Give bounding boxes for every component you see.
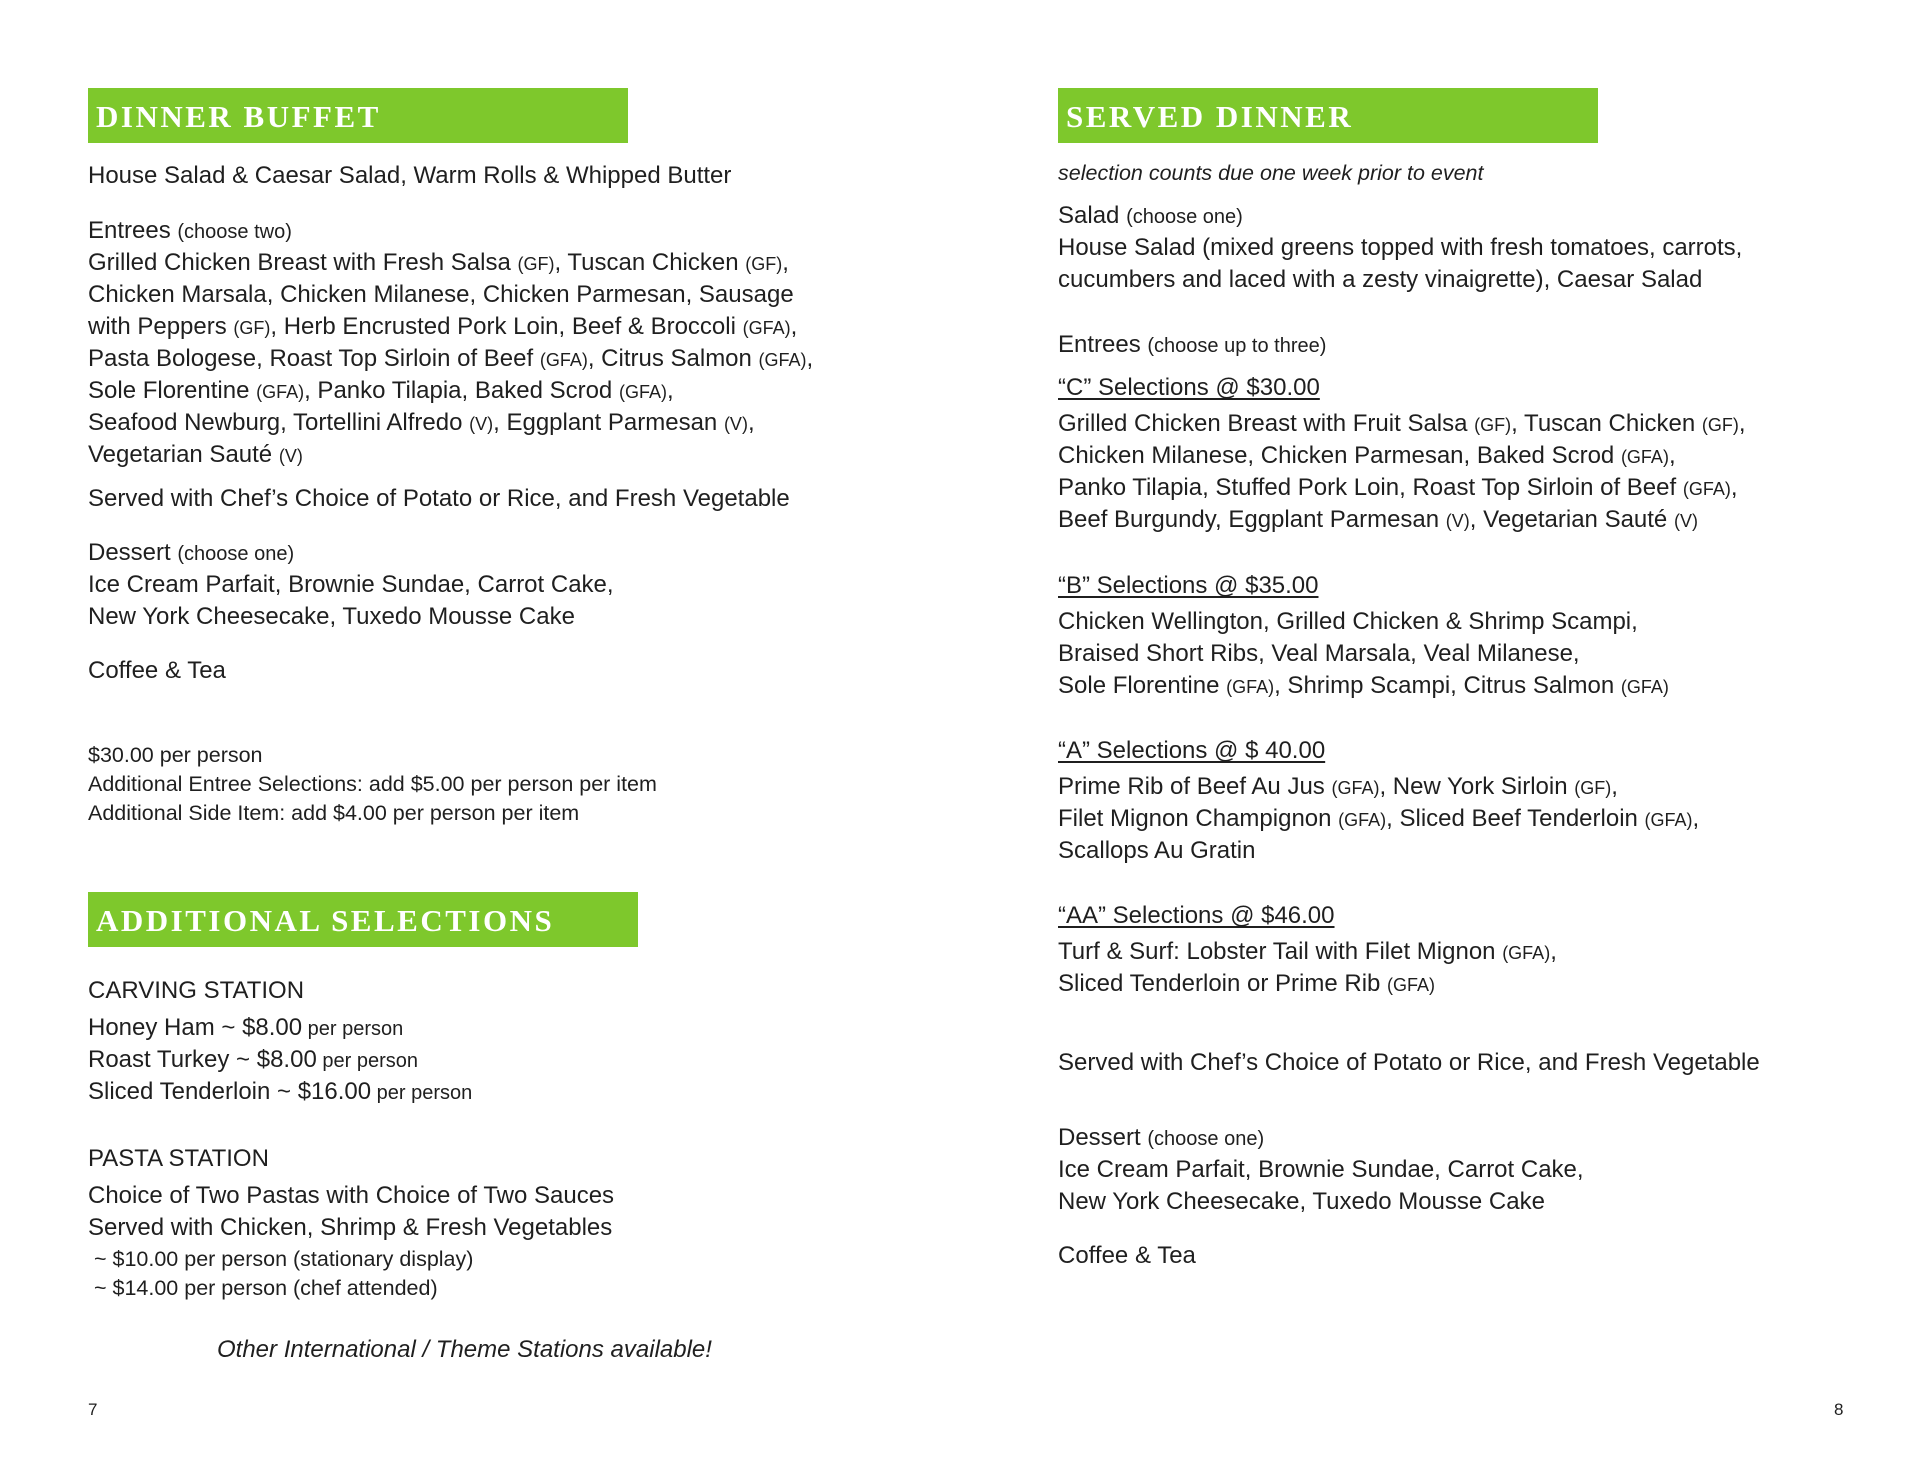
- menu-text: ,: [1730, 474, 1738, 501]
- dietary-tag: (GFA): [1644, 810, 1693, 830]
- carving-item-unit: per person: [371, 1082, 473, 1104]
- menu-text: ,: [666, 377, 674, 404]
- carving-item: [88, 1012, 403, 1045]
- pasta-price-attended: ~ $14.00 per person (chef attended): [88, 1276, 438, 1300]
- served-coffee: Coffee & Tea: [1058, 1242, 1196, 1269]
- menu-text: ,: [1692, 805, 1700, 832]
- dietary-tag: (GF): [233, 318, 271, 338]
- salad-line-1: House Salad (mixed greens topped with fresh tomatoes, carrots,: [1058, 234, 1743, 261]
- menu-line: [1058, 408, 1746, 441]
- menu-text: ,: [1550, 938, 1557, 965]
- menu-text: ,: [1611, 773, 1618, 800]
- page-number-right: 8: [1834, 1400, 1844, 1419]
- carving-item-unit: per person: [302, 1018, 404, 1040]
- dietary-tag: (GFA): [1682, 479, 1731, 499]
- additional-selections-banner: ADDITIONAL SELECTIONS: [88, 892, 638, 947]
- menu-text: Pasta Bologese, Roast Top Sirloin of Beef: [88, 345, 540, 372]
- pasta-line-1: Choice of Two Pastas with Choice of Two Sauces: [88, 1182, 615, 1209]
- menu-text: Grilled Chicken Breast with Fruit Salsa: [1058, 410, 1475, 437]
- menu-line: [1058, 968, 1435, 1001]
- menu-text: ,: [806, 345, 814, 372]
- dietary-tag: (GFA): [539, 350, 588, 370]
- menu-text: , Eggplant Parmesan: [493, 409, 724, 436]
- buffet-price: $30.00 per person: [88, 743, 263, 767]
- menu-line: [88, 407, 755, 440]
- pasta-station-title: PASTA STATION: [88, 1145, 269, 1172]
- menu-line: [1058, 504, 1698, 537]
- buffet-intro: House Salad & Caesar Salad, Warm Rolls & Whipped Butter: [88, 162, 732, 189]
- menu-text: Beef Burgundy, Eggplant Parmesan: [1058, 506, 1446, 533]
- menu-line: [1058, 803, 1699, 836]
- dinner-buffet-banner: DINNER BUFFET: [88, 88, 628, 143]
- dietary-tag: (GF): [1701, 415, 1739, 435]
- menu-text: Scallops Au Gratin: [1058, 837, 1256, 864]
- menu-text: ,: [790, 313, 798, 340]
- menu-text: Braised Short Ribs, Veal Marsala, Veal Milanese,: [1058, 640, 1580, 667]
- dietary-tag: (V): [278, 446, 303, 466]
- menu-text: Filet Mignon Champignon: [1058, 805, 1339, 832]
- dietary-tag: (GF): [517, 254, 555, 274]
- aa-selections-heading: “AA” Selections @ $46.00: [1058, 902, 1335, 929]
- menu-text: Sole Florentine: [88, 377, 257, 404]
- pasta-price-stationary: ~ $10.00 per person (stationary display): [88, 1247, 474, 1271]
- menu-text: Chicken Milanese, Chicken Parmesan, Baked Scrod: [1058, 442, 1621, 469]
- menu-text: Panko Tilapia, Stuffed Pork Loin, Roast Top Sirloin of Beef: [1058, 474, 1683, 501]
- menu-text: Seafood Newburg, Tortellini Alfredo: [88, 409, 470, 436]
- salad-line-2: cucumbers and laced with a zesty vinaigrette), Caesar Salad: [1058, 266, 1703, 293]
- buffet-dessert-heading: [88, 537, 294, 570]
- page-number-left: 7: [88, 1400, 98, 1419]
- menu-text: Chicken Wellington, Grilled Chicken & Shrimp Scampi,: [1058, 608, 1638, 635]
- menu-text: Grilled Chicken Breast with Fresh Salsa: [88, 249, 518, 276]
- theme-stations-note: Other International / Theme Stations available!: [217, 1336, 712, 1363]
- menu-text: Prime Rib of Beef Au Jus: [1058, 773, 1332, 800]
- menu-text: Sole Florentine: [1058, 672, 1227, 699]
- dietary-tag: (V): [723, 414, 748, 434]
- dietary-tag: (V): [1673, 511, 1698, 531]
- buffet-entrees-heading: [88, 215, 292, 248]
- dietary-tag: (GF): [745, 254, 783, 274]
- entrees-label: Entrees: [88, 217, 171, 244]
- menu-line: [88, 375, 674, 408]
- served-dinner-banner: SERVED DINNER: [1058, 88, 1598, 143]
- served-dessert-line-1: Ice Cream Parfait, Brownie Sundae, Carrot Cake,: [1058, 1156, 1584, 1183]
- menu-line: [88, 311, 797, 344]
- carving-item: [88, 1044, 418, 1077]
- menu-text: ,: [1738, 410, 1746, 437]
- pasta-line-2: Served with Chicken, Shrimp & Fresh Vegetables: [88, 1214, 613, 1241]
- carving-item-name: Roast Turkey ~ $8.00: [88, 1046, 317, 1073]
- carving-item-name: Honey Ham ~ $8.00: [88, 1014, 303, 1041]
- entrees-note: (choose up to three): [1147, 335, 1327, 357]
- menu-text: , Shrimp Scampi, Citrus Salmon: [1274, 672, 1621, 699]
- a-selections-heading: “A” Selections @ $ 40.00: [1058, 737, 1326, 764]
- dessert-label: Dessert: [1058, 1124, 1141, 1151]
- dietary-tag: (GFA): [1331, 778, 1380, 798]
- dietary-tag: (V): [469, 414, 494, 434]
- dietary-tag: (GFA): [1338, 810, 1387, 830]
- b-selections-heading: “B” Selections @ $35.00: [1058, 572, 1319, 599]
- menu-text: ,: [1668, 442, 1676, 469]
- menu-text: Sliced Tenderloin or Prime Rib: [1058, 970, 1388, 997]
- dessert-note: (choose one): [1147, 1128, 1265, 1150]
- menu-text: ,: [747, 409, 755, 436]
- served-dessert-heading: [1058, 1122, 1264, 1155]
- dietary-tag: (GFA): [1620, 677, 1669, 697]
- buffet-served-with: Served with Chef’s Choice of Potato or Rice, and Fresh Vegetable: [88, 485, 790, 512]
- dietary-tag: (GF): [1474, 415, 1512, 435]
- menu-line: [88, 247, 789, 280]
- dietary-tag: (GFA): [256, 382, 305, 402]
- menu-line: [1058, 835, 1255, 867]
- buffet-additional-side-price: Additional Side Item: add $4.00 per person per item: [88, 801, 580, 825]
- selection-note: selection counts due one week prior to event: [1058, 161, 1484, 185]
- buffet-dessert-line-2: New York Cheesecake, Tuxedo Mousse Cake: [88, 603, 575, 630]
- entrees-label: Entrees: [1058, 331, 1141, 358]
- menu-text: , Tuscan Chicken: [554, 249, 746, 276]
- menu-text: Chicken Marsala, Chicken Milanese, Chicken Parmesan, Sausage: [88, 281, 794, 308]
- menu-line: [88, 439, 303, 472]
- dietary-tag: (GFA): [742, 318, 791, 338]
- menu-line: [1058, 638, 1580, 670]
- dietary-tag: (GFA): [1502, 943, 1551, 963]
- carving-item-name: Sliced Tenderloin ~ $16.00: [88, 1078, 372, 1105]
- carving-item-unit: per person: [316, 1050, 418, 1072]
- menu-line: [1058, 936, 1557, 969]
- menu-text: Vegetarian Sauté: [88, 441, 279, 468]
- dietary-tag: (V): [1445, 511, 1470, 531]
- salad-label: Salad: [1058, 202, 1120, 229]
- menu-line: [1058, 440, 1676, 473]
- menu-text: , Herb Encrusted Pork Loin, Beef & Broccoli: [270, 313, 743, 340]
- c-selections-heading: “C” Selections @ $30.00: [1058, 374, 1320, 401]
- menu-line: [1058, 670, 1669, 703]
- served-dessert-line-2: New York Cheesecake, Tuxedo Mousse Cake: [1058, 1188, 1545, 1215]
- buffet-coffee: Coffee & Tea: [88, 657, 226, 684]
- salad-heading: [1058, 200, 1243, 233]
- served-with: Served with Chef’s Choice of Potato or Rice, and Fresh Vegetable: [1058, 1049, 1760, 1076]
- dietary-tag: (GFA): [1387, 975, 1436, 995]
- menu-line: [1058, 472, 1738, 505]
- menu-text: Turf & Surf: Lobster Tail with Filet Mignon: [1058, 938, 1503, 965]
- menu-text: , Sliced Beef Tenderloin: [1386, 805, 1645, 832]
- menu-line: [1058, 771, 1618, 804]
- buffet-additional-entree-price: Additional Entree Selections: add $5.00 per person per item: [88, 772, 657, 796]
- dietary-tag: (GFA): [1226, 677, 1275, 697]
- menu-text: , Vegetarian Sauté: [1469, 506, 1674, 533]
- carving-item: [88, 1076, 472, 1109]
- menu-text: , Citrus Salmon: [587, 345, 759, 372]
- dessert-note: (choose one): [177, 543, 295, 565]
- served-entrees-heading: [1058, 329, 1326, 362]
- carving-station-title: CARVING STATION: [88, 977, 305, 1004]
- menu-text: with Peppers: [88, 313, 234, 340]
- dietary-tag: (GFA): [1620, 447, 1669, 467]
- menu-text: , New York Sirloin: [1379, 773, 1575, 800]
- menu-line: [88, 279, 794, 311]
- dietary-tag: (GFA): [758, 350, 807, 370]
- salad-note: (choose one): [1126, 206, 1243, 228]
- buffet-dessert-line-1: Ice Cream Parfait, Brownie Sundae, Carrot Cake,: [88, 571, 614, 598]
- menu-line: [88, 343, 813, 376]
- menu-line: [1058, 606, 1638, 638]
- dietary-tag: (GFA): [618, 382, 667, 402]
- entrees-note: (choose two): [177, 221, 292, 243]
- dietary-tag: (GF): [1574, 778, 1612, 798]
- menu-text: ,: [782, 249, 789, 276]
- dessert-label: Dessert: [88, 539, 171, 566]
- menu-text: , Tuscan Chicken: [1511, 410, 1702, 437]
- menu-text: , Panko Tilapia, Baked Scrod: [304, 377, 619, 404]
